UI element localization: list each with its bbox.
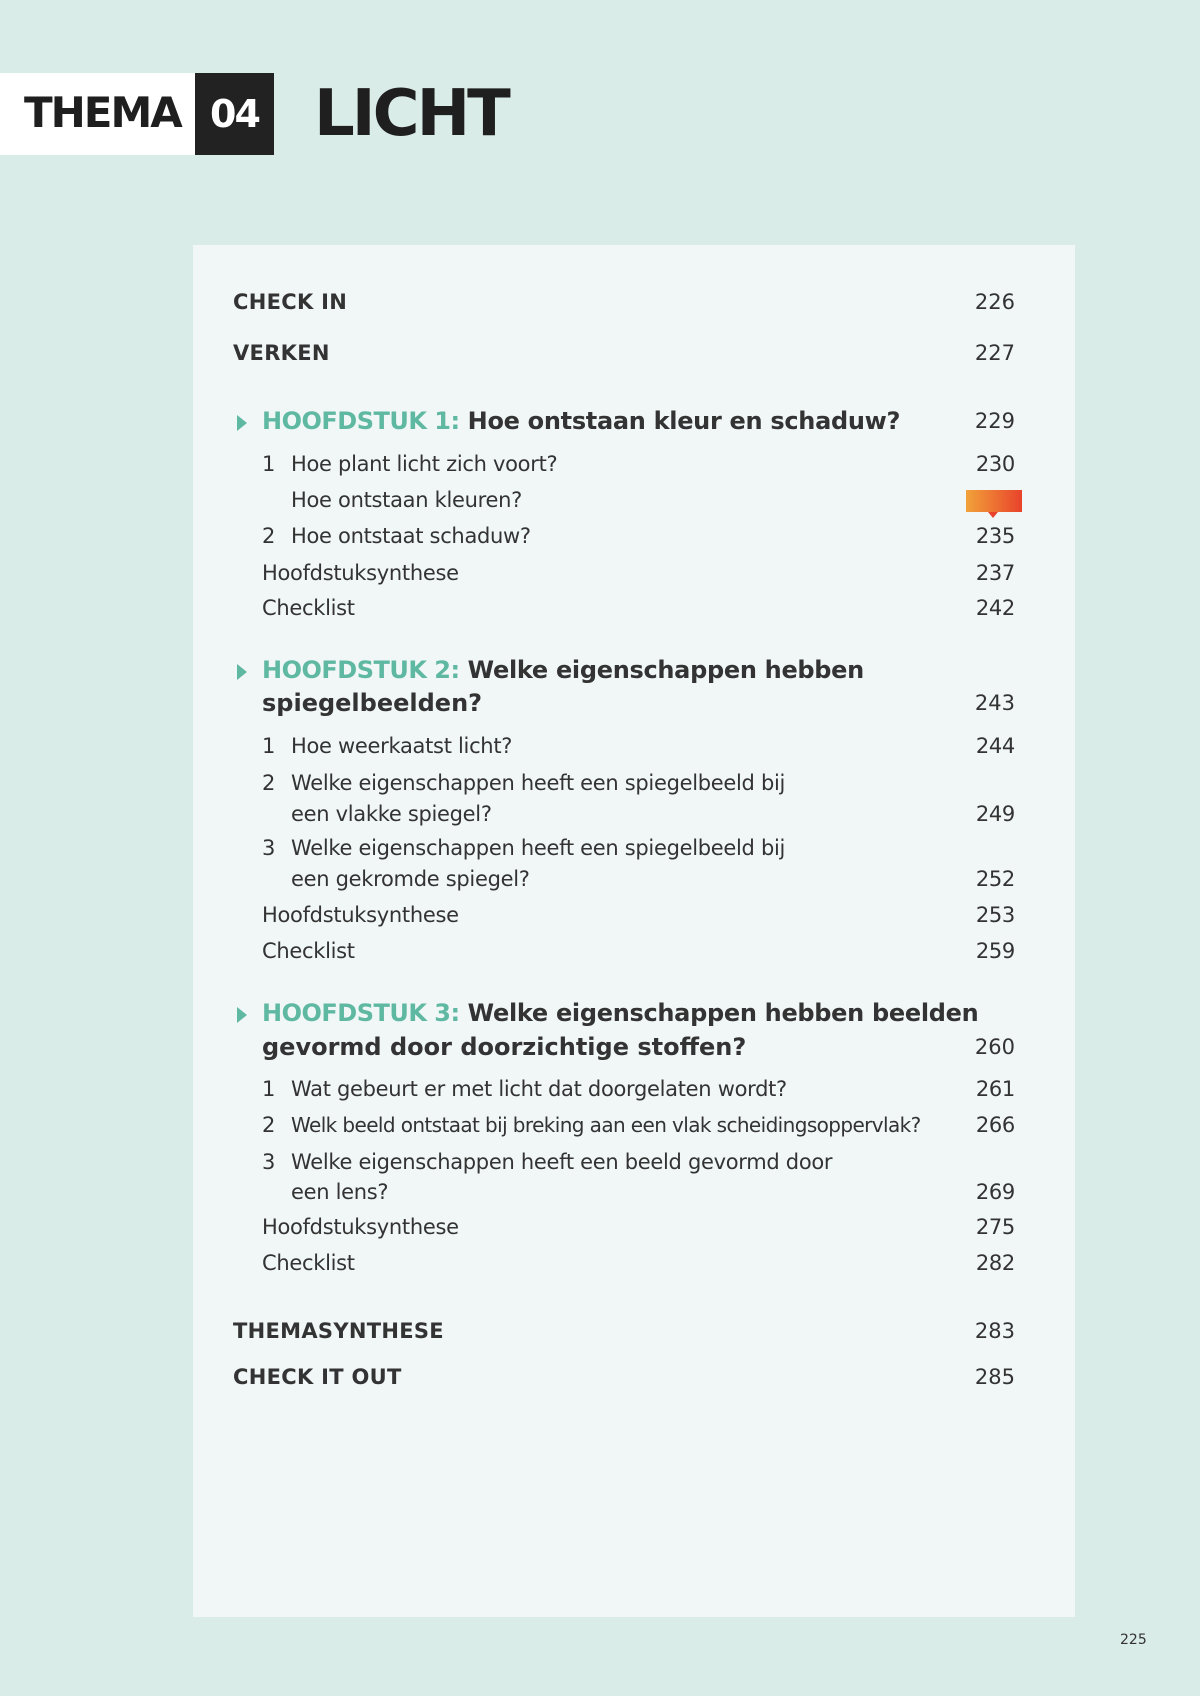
- item-label: Checklist: [262, 596, 355, 620]
- chapter-title-line1: Welke eigenschappen hebben beelden: [467, 999, 979, 1027]
- toc-page-number: 266: [975, 1113, 1015, 1137]
- item-label: Checklist: [262, 939, 355, 963]
- toc-entry-label: CHECK IT OUT: [233, 1365, 402, 1389]
- item-number: 3: [262, 1150, 276, 1174]
- item-number: 1: [262, 452, 276, 476]
- toc-page-number: 283: [974, 1319, 1015, 1343]
- item-label-line2: een vlakke spiegel?: [291, 802, 492, 826]
- item-number: 2: [262, 771, 276, 795]
- toc-page-number: 227: [974, 341, 1015, 365]
- toc-entry-label: VERKEN: [233, 341, 330, 365]
- item-number: 2: [262, 1113, 276, 1137]
- item-label: Hoe weerkaatst licht?: [291, 734, 513, 758]
- item-label-line1: Welke eigenschappen heeft een beeld gevormd door: [291, 1150, 833, 1174]
- chevron-right-icon: [237, 1007, 247, 1023]
- item-number: 1: [262, 1077, 276, 1101]
- toc-page-number: 249: [975, 802, 1015, 826]
- item-label: Hoe ontstaan kleuren?: [291, 488, 522, 512]
- chapter-keyword: HOOFDSTUK 2:: [262, 656, 460, 684]
- toc-page-number: 259: [975, 939, 1015, 963]
- item-number: 3: [262, 836, 276, 860]
- toc-page-number: 285: [974, 1365, 1015, 1389]
- chapter-title-line2: spiegelbeelden?: [262, 689, 483, 717]
- toc-page-number: 226: [974, 290, 1015, 314]
- toc-page-number: 244: [975, 734, 1015, 758]
- item-label: Welk beeld ontstaat bij breking aan een vlak scheidingsoppervlak?: [291, 1113, 921, 1137]
- item-label-line2: een gekromde spiegel?: [291, 867, 530, 891]
- item-number: 1: [262, 734, 276, 758]
- toc-page-number: 235: [975, 524, 1015, 548]
- thema-number: 04: [195, 73, 274, 155]
- chapter-title-line2: gevormd door doorzichtige stoffen?: [262, 1033, 747, 1061]
- toc-page-number: 237: [975, 561, 1015, 585]
- chapter-keyword: HOOFDSTUK 1:: [262, 407, 460, 435]
- toc-page-number: 252: [975, 867, 1015, 891]
- toc-page-number: 282: [975, 1251, 1015, 1275]
- toc-page-number: 230: [975, 452, 1015, 476]
- toc-page-number: 253: [975, 903, 1015, 927]
- item-label-line1: Welke eigenschappen heeft een spiegelbeeld bij: [291, 771, 786, 795]
- item-label-line2: een lens?: [291, 1180, 389, 1204]
- toc-entry-label: CHECK IN: [233, 290, 348, 314]
- item-label: Hoe ontstaat schaduw?: [291, 524, 531, 548]
- item-number: 2: [262, 524, 276, 548]
- page-title: LICHT: [314, 77, 508, 151]
- toc-page-number: 260: [974, 1035, 1015, 1059]
- chapter-title-line1: Welke eigenschappen hebben: [467, 656, 864, 684]
- item-label: Hoofdstuksynthese: [262, 561, 459, 585]
- toc-page-number: 275: [975, 1215, 1015, 1239]
- item-label-line1: Welke eigenschappen heeft een spiegelbeeld bij: [291, 836, 786, 860]
- toc-item[interactable]: [233, 1147, 1015, 1209]
- chapter-title: Hoe ontstaan kleur en schaduw?: [467, 407, 901, 435]
- toc-page-number: 269: [975, 1180, 1015, 1204]
- item-label: Hoofdstuksynthese: [262, 903, 459, 927]
- toc-chapter-3[interactable]: [233, 998, 1015, 1064]
- item-label: Hoofdstuksynthese: [262, 1215, 459, 1239]
- toc-page-number: 229: [974, 409, 1015, 433]
- marker-badge-icon: [966, 490, 1022, 512]
- thema-label: THEMA: [24, 88, 181, 137]
- item-label: Wat gebeurt er met licht dat doorgelaten wordt?: [291, 1077, 787, 1101]
- toc-page-number: 261: [975, 1077, 1015, 1101]
- toc-entry-label: THEMASYNTHESE: [233, 1319, 444, 1343]
- chapter-keyword: HOOFDSTUK 3:: [262, 999, 460, 1027]
- toc-item[interactable]: [233, 833, 1015, 895]
- item-label: Checklist: [262, 1251, 355, 1275]
- toc-chapter-2[interactable]: [233, 655, 1015, 721]
- chevron-right-icon: [237, 664, 247, 680]
- toc-item[interactable]: [233, 768, 1015, 830]
- page-number: 225: [1120, 1632, 1147, 1648]
- toc-page-number: 242: [975, 596, 1015, 620]
- toc-page-number: 243: [974, 691, 1015, 715]
- chevron-right-icon: [237, 415, 247, 431]
- item-label: Hoe plant licht zich voort?: [291, 452, 558, 476]
